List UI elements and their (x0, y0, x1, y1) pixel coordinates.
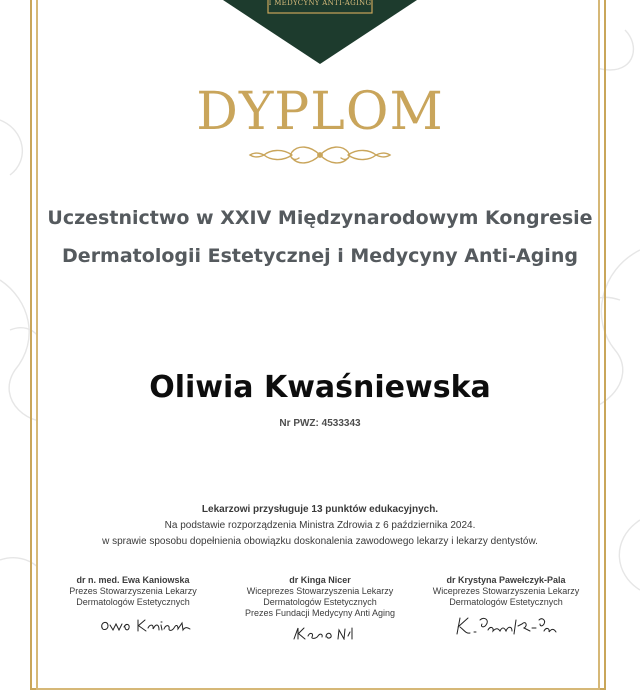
signatory-role: Wiceprezes Stowarzyszenia Lekarzy (246, 586, 394, 596)
diploma-title: DYPLOM (196, 82, 444, 142)
signatory-name: dr Krystyna Pawełczyk-Pala (446, 575, 566, 585)
signatory-role: Dermatologów Estetycznych (263, 597, 377, 607)
signatory-2 (220, 575, 420, 619)
signature-nicer (290, 624, 360, 640)
signatory-role: Prezes Stowarzyszenia Lekarzy (69, 586, 197, 596)
signature-pawelczyk-pala (454, 612, 562, 638)
signatory-1 (33, 575, 233, 608)
signatory-role: Dermatologów Estetycznych (76, 597, 190, 607)
regulation-scope-line: w sprawie sposobu dopełnienia obowiązku doskonalenia zawodowego lekarzy i lekarzy dentystów. (102, 536, 538, 547)
signature-kaniowska (98, 612, 194, 636)
signatory-role: Prezes Fundacji Medycyny Anti Aging (244, 608, 396, 618)
signatory-name: dr n. med. Ewa Kaniowska (76, 575, 190, 585)
points-line: Lekarzowi przysługuje 13 punktów edukacyjnych. (201, 504, 439, 515)
gold-flourish-ornament (248, 142, 392, 168)
regulation-line: Na podstawie rozporządzenia Ministra Zdrowia z 6 października 2024. (164, 520, 476, 531)
signatory-name: dr Kinga Nicer (289, 575, 351, 585)
pwz-number: Nr PWZ: 4533343 (279, 418, 361, 429)
congress-title-line2: Dermatologii Estetycznej i Medycyny Anti-Aging (62, 245, 578, 267)
education-points-notice (0, 502, 640, 550)
signatory-role: Wiceprezes Stowarzyszenia Lekarzy (432, 586, 580, 596)
badge-label: I MEDYCYNY ANTI-AGING (268, 0, 372, 7)
participant-name: Oliwia Kwaśniewska (149, 370, 491, 405)
congress-title (0, 199, 640, 275)
signatory-role: Dermatologów Estetycznych (449, 597, 563, 607)
signatory-3 (406, 575, 606, 608)
congress-title-line1: Uczestnictwo w XXIV Międzynarodowym Kongresie (47, 207, 593, 229)
